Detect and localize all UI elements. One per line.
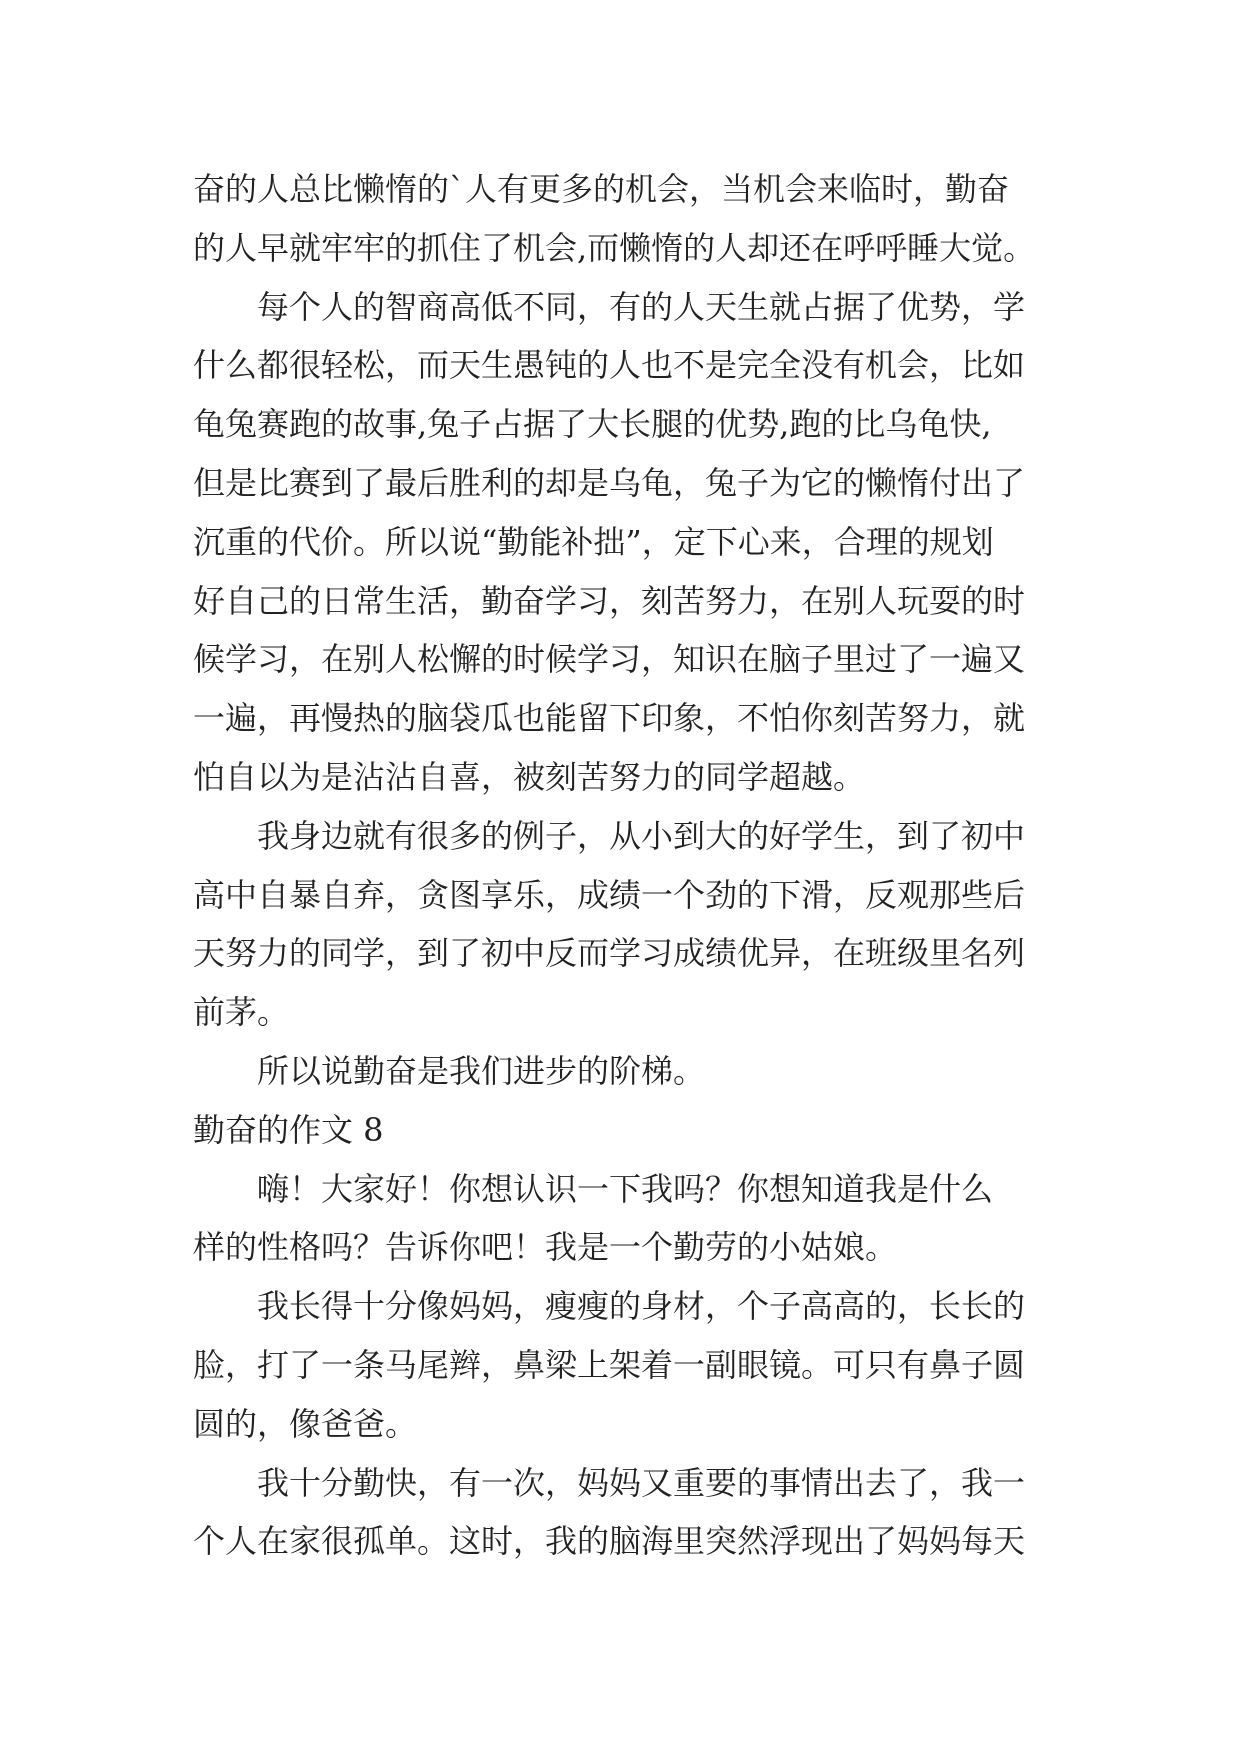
document-body [193,160,1093,1571]
paragraph-start-line: 每个人的智商高低不同，有的人天生就占据了优势，学 [257,287,1026,326]
text-line: 一遍，再慢热的脑袋瓜也能留下印象，不怕你刻苦努力，就 [193,699,1026,738]
text-line: 天努力的同学，到了初中反而学习成绩优异，在班级里名列 [193,934,1026,973]
paragraph-start-line: 所以说勤奋是我们进步的阶梯。 [257,1051,706,1090]
text-line: 奋的人总比懒惰的`人有更多的机会，当机会来临时，勤奋 [193,170,1010,208]
text-line: 高中自暴自弃，贪图享乐，成绩一个劲的下滑，反观那些后 [193,875,1026,914]
text-line: 什么都很轻松，而天生愚钝的人也不是完全没有机会，比如 [193,346,1026,385]
text-line: 沉重的代价。所以说“勤能补拙”，定下心来，合理的规划 [193,522,994,561]
text-line: 好自己的日常生活，勤奋学习，刻苦努力，在别人玩耍的时 [193,581,1026,620]
text-line: 前茅。 [193,993,290,1032]
paragraph-start-line: 我身边就有很多的例子，从小到大的好学生，到了初中 [257,816,1026,855]
text-line: 但是比赛到了最后胜利的却是乌龟，兔子为它的懒惰付出了 [193,463,1026,502]
text-line: 样的性格吗？告诉你吧！我是一个勤劳的小姑娘。 [193,1228,898,1267]
text-line: 个人在家很孤单。这时，我的脑海里突然浮现出了妈妈每天 [193,1522,1026,1561]
text-line: 怕自以为是沾沾自喜，被刻苦努力的同学超越。 [193,757,866,796]
text-line: 圆的，像爸爸。 [193,1404,418,1443]
text-line: 脸，打了一条马尾辫，鼻梁上架着一副眼镜。可只有鼻子圆 [193,1345,1026,1384]
text-line: 候学习，在别人松懈的时候学习，知识在脑子里过了一遍又 [193,640,1026,679]
text-line: 的人早就牢牢的抓住了机会,而懒惰的人却还在呼呼睡大觉。 [193,228,1036,267]
section-heading: 勤奋的作文 8 [193,1110,384,1149]
paragraph-start-line: 我十分勤快，有一次，妈妈又重要的事情出去了，我一 [257,1463,1026,1502]
paragraph-start-line: 我长得十分像妈妈，瘦瘦的身材，个子高高的，长长的 [257,1287,1026,1326]
text-line: 龟兔赛跑的故事,兔子占据了大长腿的优势,跑的比乌龟快, [193,405,992,444]
paragraph-start-line: 嗨！大家好！你想认识一下我吗？你想知道我是什么 [257,1169,994,1208]
